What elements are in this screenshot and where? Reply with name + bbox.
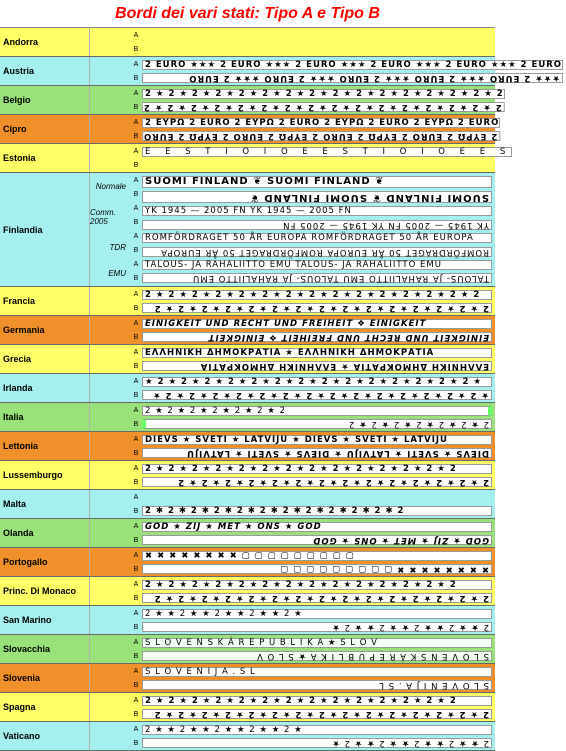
- edge-inscription-strip: DIEVS ★ SVETI ★ LATVIJU ★ DIEVS ★ SVETI ★ LATVIJU: [142, 435, 492, 445]
- type-a-label: A: [133, 118, 139, 126]
- table-row: [0, 28, 495, 57]
- edge-strips: [142, 144, 515, 172]
- table-row: [0, 173, 495, 287]
- type-b-label: B: [133, 190, 139, 198]
- table-row: [0, 635, 495, 664]
- table-row: [0, 548, 495, 577]
- table-row: [0, 664, 495, 693]
- edge-inscription-strip: S L O V E N I J A . S L: [142, 680, 492, 690]
- type-a-label: A: [133, 435, 139, 443]
- variant-labels: [90, 173, 130, 286]
- type-labels: [130, 57, 142, 85]
- type-b-label: B: [133, 710, 139, 718]
- country-name: Francia: [0, 287, 90, 315]
- country-name: Andorra: [0, 28, 90, 56]
- type-b-label: B: [133, 275, 139, 283]
- variant-label: TDR: [109, 242, 126, 252]
- type-a-label: A: [133, 348, 139, 356]
- type-labels: [130, 316, 142, 344]
- type-a-label: A: [133, 233, 139, 241]
- variant-label: Normale: [95, 181, 126, 191]
- table-row: [0, 606, 495, 635]
- type-labels: [130, 635, 142, 663]
- type-b-label: B: [133, 218, 139, 226]
- country-name: Belgio: [0, 86, 90, 114]
- table-row: [0, 490, 495, 519]
- edge-inscription-strip: YK 1945 — 2005 FN YK 1945 — 2005 FN: [142, 220, 492, 230]
- type-a-label: A: [133, 580, 139, 588]
- table-row: [0, 316, 495, 345]
- type-a-label: A: [133, 522, 139, 530]
- country-name: Cipro: [0, 115, 90, 143]
- type-labels: [130, 287, 142, 315]
- type-b-label: B: [133, 247, 139, 255]
- type-a-label: A: [133, 89, 139, 97]
- type-a-label: A: [133, 667, 139, 675]
- edge-inscription-strip: 2 ★ 2 ★ 2 ★ 2 ★ 2 ★ 2 ★ 2 ★ 2 ★ 2 ★ 2 ★ 2 ★ 2 ★ 2 ★ 2: [142, 464, 492, 474]
- edge-inscription-strip: 2 ★ 2 ★ 2 ★ 2 ★ 2 ★ 2 ★ 2 ★ 2 ★ 2 ★ 2 ★ 2 ★ 2 ★ 2 ★ 2 ★ 2: [142, 303, 492, 313]
- edge-inscription-strip: 2 ★ 2 ★ 2 ★ 2 ★ 2 ★ 2 ★ 2 ★ 2 ★ 2 ★ 2 ★ 2 ★ 2 ★ 2 ★ 2: [142, 696, 492, 706]
- edge-inscription-strip: 2 ★ 2 ★ 2 ★ 2 ★ 2 ★ 2 ★ 2 ★ 2 ★ 2 ★ 2 ★ 2 ★ 2 ★ 2 ★ 2 ★ 2: [142, 290, 492, 300]
- country-name: Austria: [0, 57, 90, 85]
- country-name: Princ. Di Monaco: [0, 577, 90, 605]
- variant-labels: [90, 86, 130, 114]
- type-a-label: A: [133, 464, 139, 472]
- edge-inscription-strip: SUOMI FINLAND ❦ SUOMI FINLAND ❦: [142, 191, 492, 203]
- type-b-label: B: [133, 45, 139, 53]
- country-name: Germania: [0, 316, 90, 344]
- variant-labels: [90, 57, 130, 85]
- edge-strips: [142, 461, 495, 489]
- type-labels: [130, 374, 142, 402]
- edge-inscription-strip: DIEVS ★ SVETI ★ LATVIJU ★ DIEVS ★ SVETI ★ LATVIJU: [142, 448, 492, 458]
- type-a-label: A: [133, 60, 139, 68]
- type-labels: [130, 432, 142, 460]
- edge-inscription-strip: 2 ★ 2 ★ 2 ★ 2 ★ 2 ★ 2 ★ 2 ★ 2 ★ 2 ★ 2 ★ 2 ★ 2 ★ 2 ★ 2 ★ 2 ★ 2: [142, 89, 505, 99]
- variant-labels: [90, 403, 130, 431]
- type-a-label: A: [133, 725, 139, 733]
- edge-inscription-strip: GOD ★ ZIJ ★ MET ★ ONS ★ GOD: [142, 535, 492, 545]
- type-labels: [130, 86, 142, 114]
- edge-inscription-strip: 2 ★ 2 ★ 2 ★ 2 ★ 2 ★ 2 ★ 2 ★ 2 ★ 2 ★ 2 ★ 2 ★ 2 ★ 2 ★ 2 ★ 2: [142, 593, 492, 603]
- type-a-label: A: [133, 551, 139, 559]
- type-a-label: A: [133, 493, 139, 501]
- edge-inscription-strip: 2 ★ ★ 2 ★ ★ 2 ★ ★ 2 ★ ★ 2 ★: [142, 609, 492, 619]
- type-labels: [130, 722, 142, 750]
- type-b-label: B: [133, 304, 139, 312]
- type-a-label: A: [133, 147, 139, 155]
- edge-strips: [142, 374, 495, 402]
- edge-inscription-strip: 2 ★ ★ 2 ★ ★ 2 ★ ★ 2 ★ ★ 2 ★: [142, 725, 492, 735]
- edge-strips: [142, 693, 495, 721]
- type-a-label: A: [133, 696, 139, 704]
- edge-inscription-strip: ΕΛΛΗΝΙΚΗ ΔΗΜΟΚΡΑΤΙΑ ★ ΕΛΛΗΝΙΚΗ ΔΗΜΟΚΡΑΤΙΑ: [142, 361, 492, 371]
- variant-labels: [90, 115, 130, 143]
- type-b-label: B: [133, 739, 139, 747]
- variant-labels: [90, 28, 130, 56]
- edge-inscription-strip: 2 ★ 2 ★ 2 ★ 2 ★ 2 ★ 2 ★ 2 ★ 2 ★ 2 ★ 2 ★ 2 ★ 2 ★ 2 ★ 2 ★ 2: [142, 709, 492, 719]
- type-b-label: B: [133, 132, 139, 140]
- variant-labels: [90, 606, 130, 634]
- edge-inscription-strip: ★ 2 ★ 2 ★ 2 ★ 2 ★ 2 ★ 2 ★ 2 ★ 2 ★ 2 ★ 2 ★ 2 ★ 2 ★ 2 ★ 2 ★: [142, 390, 492, 400]
- edge-inscription-strip: GOD ★ ZIJ ★ MET ★ ONS ★ GOD: [142, 522, 492, 532]
- type-a-label: A: [133, 319, 139, 327]
- variant-labels: [90, 519, 130, 547]
- country-edges-table: [0, 28, 563, 750]
- type-a-label: A: [133, 290, 139, 298]
- country-name: Italia: [0, 403, 90, 431]
- type-a-label: A: [133, 204, 139, 212]
- type-labels: [130, 115, 142, 143]
- table-row: [0, 144, 512, 173]
- country-name: Grecia: [0, 345, 90, 373]
- edge-inscription-strip: 2 ★ 2 ★ 2 ★ 2 ★ 2 ★ 2 ★ 2: [142, 406, 492, 416]
- variant-label: EMU: [108, 268, 126, 278]
- table-row: [0, 115, 500, 144]
- type-labels: [130, 519, 142, 547]
- edge-inscription-strip: SUOMI FINLAND ❦ SUOMI FINLAND ❦: [142, 176, 492, 188]
- type-labels: [130, 577, 142, 605]
- type-b-label: B: [133, 449, 139, 457]
- table-row: [0, 722, 495, 751]
- type-labels: [130, 693, 142, 721]
- type-b-label: B: [133, 333, 139, 341]
- edge-strips: [142, 577, 495, 605]
- type-labels: [130, 173, 142, 286]
- edge-strips: [142, 519, 495, 547]
- variant-labels: [90, 374, 130, 402]
- country-name: Slovenia: [0, 664, 90, 692]
- table-row: [0, 432, 495, 461]
- edge-strips: [142, 28, 495, 56]
- edge-inscription-strip: S L O V E N S K Á R E P U B L I K A ★ S L O V: [142, 651, 492, 661]
- type-a-label: A: [133, 176, 139, 184]
- table-row: [0, 577, 495, 606]
- country-name: Lettonia: [0, 432, 90, 460]
- variant-labels: [90, 461, 130, 489]
- edge-inscription-strip: 2 EURO ★★★ 2 EURO ★★★ 2 EURO ★★★ 2 EURO ★★★ 2 EURO ★★★ 2 EURO: [142, 60, 563, 70]
- edge-inscription-strip: 2 ★ 2 ★ 2 ★ 2 ★ 2 ★ 2 ★ 2 ★ 2 ★ 2 ★ 2 ★ 2 ★ 2 ★ 2 ★ 2: [142, 477, 492, 487]
- country-name: Slovacchia: [0, 635, 90, 663]
- country-name: Vaticano: [0, 722, 90, 750]
- type-b-label: B: [133, 536, 139, 544]
- edge-inscription-strip: 2 ★ 2 ★ 2 ★ 2 ★ 2 ★ 2 ★ 2 ★ 2 ★ 2 ★ 2 ★ 2 ★ 2 ★ 2 ★ 2: [142, 580, 492, 590]
- variant-labels: [90, 635, 130, 663]
- edge-inscription-strip: 2 ★ 2 ★ 2 ★ 2 ★ 2 ★ 2 ★ 2: [142, 419, 492, 429]
- type-b-label: B: [133, 565, 139, 573]
- type-b-label: B: [133, 623, 139, 631]
- table-row: [0, 693, 495, 722]
- edge-inscription-strip: ROMFÖRDRAGET 50 ÅR EUROPA ROMFÖRDRAGET 50 ÅR EUROPA: [142, 247, 492, 257]
- country-name: Spagna: [0, 693, 90, 721]
- variant-labels: [90, 577, 130, 605]
- type-labels: [130, 664, 142, 692]
- edge-inscription-strip: ✖ ✖ ✖ ✖ ✖ ✖ ✖ ✖ ▢ ▢ ▢ ▢ ▢ ▢ ▢ ▢ ▢: [142, 564, 492, 574]
- type-labels: [130, 403, 142, 431]
- country-name: San Marino: [0, 606, 90, 634]
- edge-strips: [142, 287, 495, 315]
- variant-labels: [90, 722, 130, 750]
- edge-strips: [142, 490, 495, 518]
- variant-labels: [90, 490, 130, 518]
- edge-strips: [142, 86, 508, 114]
- edge-strips: [142, 115, 503, 143]
- type-a-label: A: [133, 31, 139, 39]
- edge-strips: [142, 664, 495, 692]
- variant-labels: [90, 664, 130, 692]
- edge-inscription-strip: ★ 2 ★ 2 ★ 2 ★ 2 ★ 2 ★ 2 ★ 2 ★ 2 ★ 2 ★ 2 ★ 2 ★ 2 ★ 2 ★ 2 ★: [142, 377, 492, 387]
- table-row: [0, 345, 495, 374]
- edge-inscription-strip: YK 1945 — 2005 FN YK 1945 — 2005 FN: [142, 206, 492, 216]
- edge-inscription-strip: TALOUS- JA RAHALIITTO EMU TALOUS- JA RAHALIITTO EMU: [142, 260, 492, 270]
- edge-inscription-strip: EINIGKEIT UND RECHT UND FREIHEIT ❖ EINIGKEIT: [142, 319, 492, 329]
- type-a-label: A: [133, 377, 139, 385]
- country-name: Malta: [0, 490, 90, 518]
- type-b-label: B: [133, 362, 139, 370]
- type-labels: [130, 461, 142, 489]
- edge-inscription-strip: ΕΛΛΗΝΙΚΗ ΔΗΜΟΚΡΑΤΙΑ ★ ΕΛΛΗΝΙΚΗ ΔΗΜΟΚΡΑΤΙΑ: [142, 348, 492, 358]
- page-title: Bordi dei vari stati: Tipo A e Tipo B: [0, 0, 495, 28]
- type-a-label: A: [133, 261, 139, 269]
- type-b-label: B: [133, 594, 139, 602]
- table-row: [0, 519, 495, 548]
- table-row: [0, 86, 504, 115]
- edge-strips: [142, 173, 495, 286]
- type-labels: [130, 28, 142, 56]
- edge-inscription-strip: ★★★ 2 EURO ★★★ 2 EURO ★★★ 2 EURO ★★★ 2 EURO ★★★ 2 EURO: [142, 73, 563, 83]
- table-row: [0, 461, 495, 490]
- country-name: Estonia: [0, 144, 90, 172]
- edge-inscription-strip: ✖ ✖ ✖ ✖ ✖ ✖ ✖ ✖ ▢ ▢ ▢ ▢ ▢ ▢ ▢ ▢ ▢: [142, 551, 492, 561]
- type-labels: [130, 345, 142, 373]
- edge-inscription-strip: 2 ΕΥΡΩ 2 EURO 2 ΕΥΡΩ 2 EURO 2 ΕΥΡΩ 2 EURO 2 ΕΥΡΩ 2 EURO: [142, 131, 500, 141]
- edge-strips: [142, 722, 495, 750]
- edge-inscription-strip: ROMFÖRDRAGET 50 ÅR EUROPA ROMFÖRDRAGET 50 ÅR EUROPA: [142, 233, 492, 243]
- table-row: [0, 57, 563, 86]
- edge-inscription-strip: 2 ★ 2 ★ 2 ★ 2 ★ 2 ★ 2 ★ 2 ★ 2 ★ 2 ★ 2 ★ 2 ★ 2 ★ 2 ★ 2 ★ 2 ★ 2: [142, 102, 505, 112]
- country-name: Portogallo: [0, 548, 90, 576]
- country-name: Olanda: [0, 519, 90, 547]
- edge-inscription-strip: TALOUS- JA RAHALIITTO EMU TALOUS- JA RAHALIITTO EMU: [142, 273, 492, 283]
- edge-strips: [142, 606, 495, 634]
- edge-inscription-strip: S L O V E N I J A . S L: [142, 667, 492, 677]
- edge-inscription-strip: [142, 160, 512, 170]
- edge-strips: [142, 345, 495, 373]
- country-name: Finlandia: [0, 173, 90, 286]
- variant-labels: [90, 693, 130, 721]
- edge-inscription-strip: [142, 493, 492, 503]
- type-b-label: B: [133, 161, 139, 169]
- variant-labels: [90, 345, 130, 373]
- type-b-label: B: [133, 391, 139, 399]
- type-a-label: A: [133, 609, 139, 617]
- variant-labels: [90, 548, 130, 576]
- variant-labels: [90, 432, 130, 460]
- table-row: [0, 403, 495, 432]
- edge-inscription-strip: E E S T I O I O E E S T I O I O E E S: [142, 147, 512, 157]
- variant-label: Comm. 2005: [90, 207, 116, 226]
- edge-inscription-strip: EINIGKEIT UND RECHT UND FREIHEIT ❖ EINIGKEIT: [142, 332, 492, 342]
- edge-inscription-strip: S L O V E N S K Á R E P U B L I K A ★ S L O V: [142, 638, 492, 648]
- type-b-label: B: [133, 103, 139, 111]
- type-b-label: B: [133, 478, 139, 486]
- country-name: Lussemburgo: [0, 461, 90, 489]
- edge-strips: [142, 403, 495, 431]
- type-a-label: A: [133, 406, 139, 414]
- table-row: [0, 374, 495, 403]
- type-labels: [130, 144, 142, 172]
- edge-inscription-strip: 2 ✱ 2 ✱ 2 ✱ 2 ✱ 2 ✱ 2 ✱ 2 ✱ 2 ✱ 2 ✱ 2 ✱ 2 ✱ 2: [142, 506, 492, 516]
- type-b-label: B: [133, 507, 139, 515]
- variant-labels: [90, 144, 130, 172]
- variant-labels: [90, 287, 130, 315]
- type-labels: [130, 490, 142, 518]
- edge-inscription-strip: 2 ΕΥΡΩ 2 EURO 2 ΕΥΡΩ 2 EURO 2 ΕΥΡΩ 2 EURO 2 ΕΥΡΩ 2 EURO: [142, 118, 500, 128]
- edge-inscription-strip: 2 ★ ★ 2 ★ ★ 2 ★ ★ 2 ★ ★ 2 ★: [142, 738, 492, 748]
- edge-strips: [142, 432, 495, 460]
- edge-strips: [142, 635, 495, 663]
- country-name: Irlanda: [0, 374, 90, 402]
- edge-inscription-strip: 2 ★ ★ 2 ★ ★ 2 ★ ★ 2 ★ ★ 2 ★: [142, 622, 492, 632]
- type-b-label: B: [133, 74, 139, 82]
- type-labels: [130, 606, 142, 634]
- edge-strips: [142, 316, 495, 344]
- type-b-label: B: [133, 420, 139, 428]
- type-labels: [130, 548, 142, 576]
- type-b-label: B: [133, 681, 139, 689]
- type-a-label: A: [133, 638, 139, 646]
- table-row: [0, 287, 495, 316]
- type-b-label: B: [133, 652, 139, 660]
- variant-labels: [90, 316, 130, 344]
- edge-strips: [142, 57, 566, 85]
- edge-strips: [142, 548, 495, 576]
